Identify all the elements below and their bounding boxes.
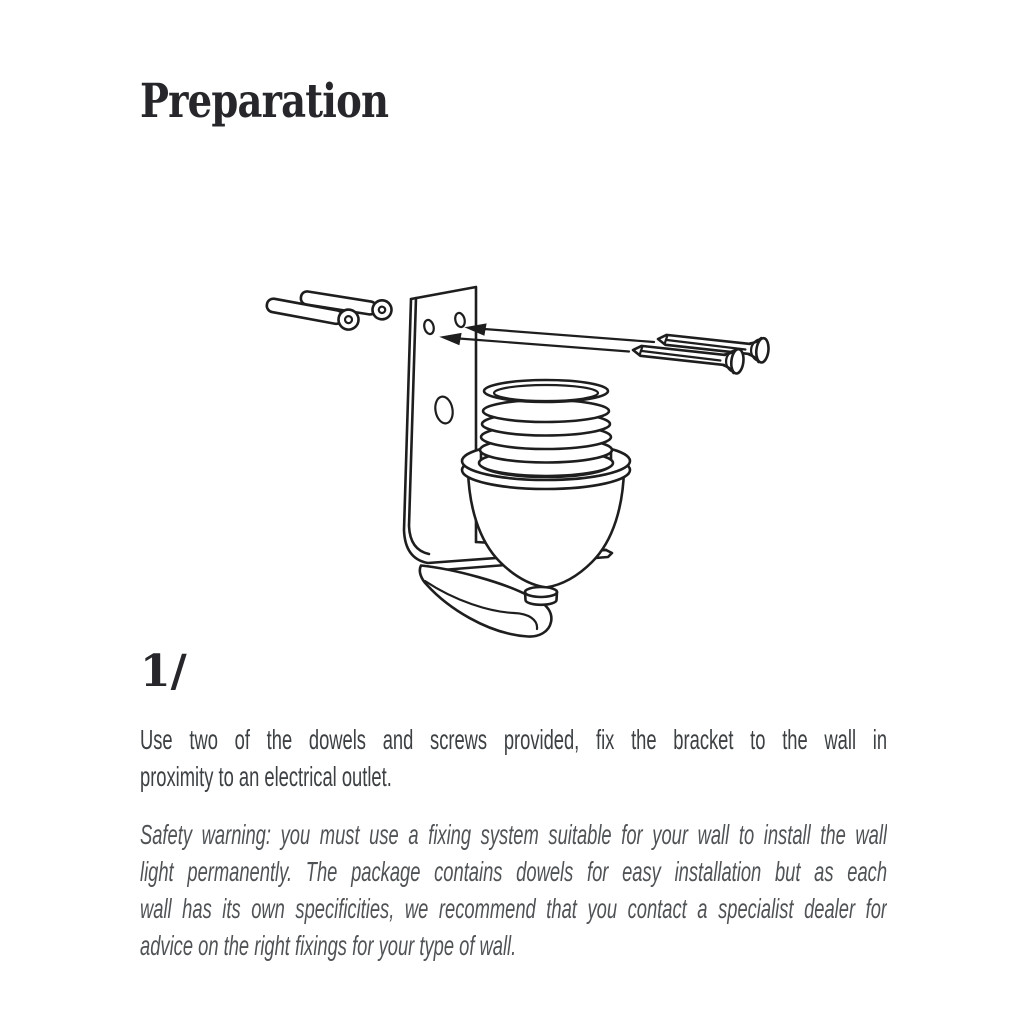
text-line: Use two of the dowels and screws provided, fix the bracket to the wall in bbox=[140, 724, 888, 755]
lamp-socket bbox=[462, 380, 630, 605]
socket-top-opening bbox=[484, 380, 608, 402]
cable-hole bbox=[433, 395, 454, 425]
assembly-diagram bbox=[250, 278, 790, 646]
text-line: proximity to an electrical outlet. bbox=[140, 761, 392, 792]
arrow-to-right-hole bbox=[466, 324, 654, 342]
mounting-hole-right bbox=[454, 312, 466, 328]
text-line: advice on the right fixings for your type of wall. bbox=[140, 930, 517, 961]
text-line: wall has its own specificities, we recommend that you contact a specialist dealer for bbox=[140, 893, 888, 924]
page-title: Preparation bbox=[140, 74, 389, 129]
arrow-to-left-hole bbox=[441, 334, 629, 352]
mounting-screws bbox=[632, 327, 770, 374]
step-instruction bbox=[140, 721, 887, 795]
mounting-hole-left bbox=[423, 319, 435, 335]
cable-grommet bbox=[525, 587, 557, 605]
safety-warning bbox=[140, 816, 887, 964]
text-line: light permanently. The package contains dowels for easy installation but as each bbox=[140, 856, 888, 887]
text-line: Safety warning: you must use a fixing system suitable for your wall to install the wall bbox=[140, 819, 888, 850]
step-number: 1/ bbox=[140, 646, 187, 697]
wall-dowels bbox=[265, 288, 393, 332]
socket-threads bbox=[479, 400, 613, 476]
